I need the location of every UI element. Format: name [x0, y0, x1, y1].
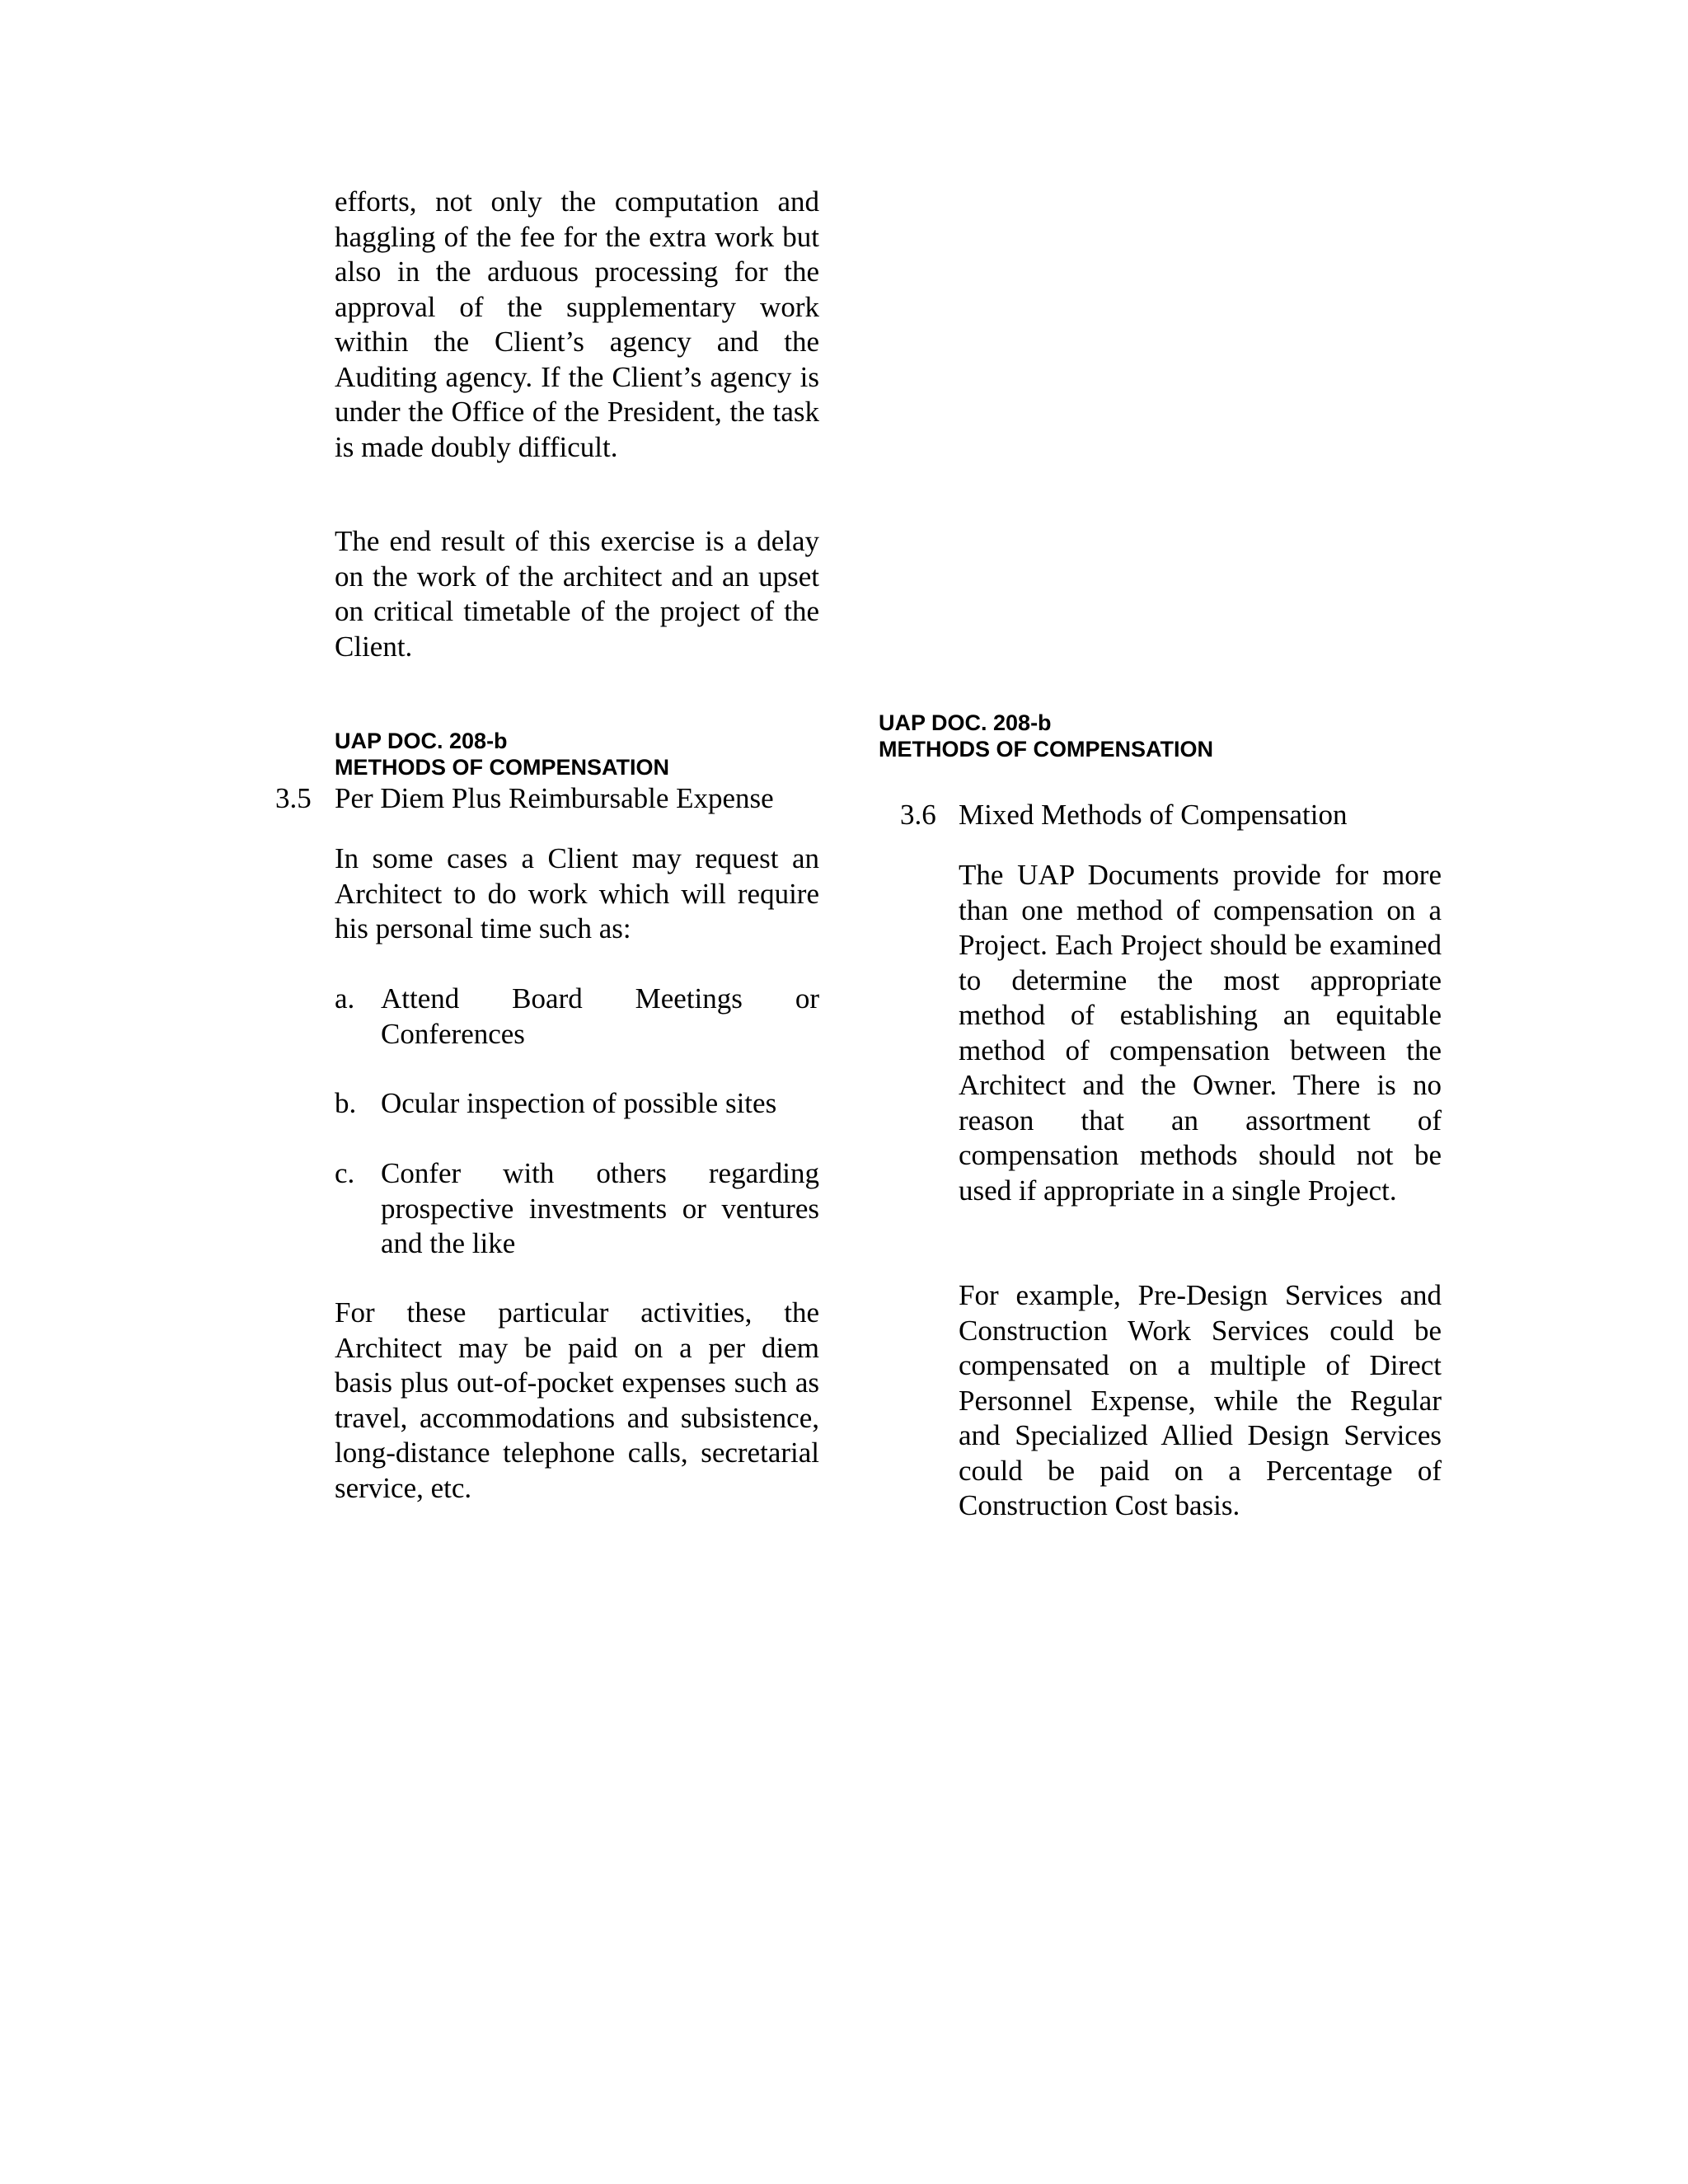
list-item: [335, 982, 819, 1052]
section-number: 3.6: [900, 799, 936, 831]
list-item-text: Ocular inspection of possible sites: [381, 1087, 777, 1119]
left-document-header: [335, 728, 829, 780]
doc-title: METHODS OF COMPENSATION: [879, 737, 1214, 762]
section-paragraph: For example, Pre-Design Services and Construction Work Services could be compensated on a multiple of Direct Personnel Expense, while the Regular and Specialized Allied Design Services could be paid on a Percentage of Construction Cost basis.: [959, 1279, 1442, 1521]
section-intro: In some cases a Client may request an Architect to do work which will require his personal time such as:: [335, 842, 819, 944]
section-paragraph: The UAP Documents provide for more than one method of compensation on a Project. Each Project should be examined to determine the most appropriate method of establishing an equitable method of compensation between the Architect and the Owner. There is no reason that an assortment of compensation methods should not be used if appropriate in a single Project.: [959, 859, 1442, 1207]
list-item: [335, 1086, 819, 1122]
end-result-paragraph: The end result of this exercise is a delay on the work of the architect and an upset on critical timetable of the project of the Client.: [335, 525, 819, 663]
continuation-paragraph: efforts, not only the computation and haggling of the fee for the extra work but also in the arduous processing for the approval of the supplementary work within the Client’s agency and the Auditing agency. If the Client’s agency is under the Office of the President, the task is made doubly difficult.: [335, 185, 819, 463]
list-item-letter: a.: [335, 982, 355, 1015]
section-title: Mixed Methods of Compensation: [959, 799, 1348, 831]
doc-number: UAP DOC. 208-b: [879, 710, 1052, 735]
section-title: Per Diem Plus Reimbursable Expense: [335, 782, 774, 814]
list-item-text: Attend Board Meetings or Conferences: [381, 982, 819, 1050]
list-item-letter: c.: [335, 1157, 355, 1189]
list-item-text: Confer with others regarding prospective investments or ventures and the like: [381, 1157, 819, 1259]
list-item-letter: b.: [335, 1087, 357, 1119]
section-closing: For these particular activities, the Architect may be paid on a per diem basis plus out-of-pocket expenses such as travel, accommodations and subsistence, long-distance telephone calls, secretarial service, etc.: [335, 1296, 819, 1504]
section-number: 3.5: [275, 782, 312, 814]
doc-title: METHODS OF COMPENSATION: [335, 755, 670, 780]
doc-number: UAP DOC. 208-b: [335, 729, 508, 753]
right-document-header: [879, 710, 1373, 762]
list-item: [335, 1156, 819, 1262]
